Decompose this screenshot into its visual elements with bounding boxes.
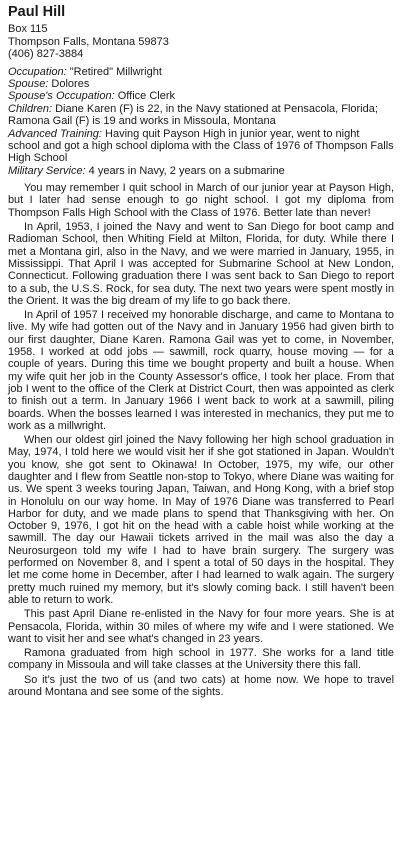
fact-value: 4 years in Navy, 2 years on a submarine: [85, 164, 285, 177]
fact-value: Office Clerk: [114, 90, 175, 103]
facts-block: [8, 66, 394, 178]
story-paragraph: Ramona graduated from high school in 1977. She works for a land title company in Missoula and will take classes at the University there this fall.: [8, 647, 394, 672]
story-paragraph: This past April Diane re-enlisted in the Navy for four more years. She is at Pensacola, Florida, within 30 miles of where my wife and I were stationed. We want to visit her and see what's changed in 23 years.: [8, 608, 394, 645]
story-paragraph: You may remember I quit school in March of our junior year at Payson High, but I later had sense enough to go night school. I got my diploma from Thompson Falls High School with the Class of 1976. Better late than never!: [8, 182, 394, 219]
fact-military-service: [8, 165, 394, 177]
fact-spouse-occupation: [8, 90, 394, 102]
fact-label: Military Service:: [8, 164, 86, 177]
fact-label: Spouse's Occupation:: [8, 90, 115, 103]
fact-value: Dolores: [48, 77, 90, 90]
story-paragraph: In April, 1953, I joined the Navy and went to San Diego for boot camp and Radioman School, then Whiting Field at Milton, Florida, for duty. While there I met a Montana girl, also in the Navy, and we were married in January, 1955, in Mississippi. That April I was accepted for Submarine School at New London, Connecticut. Following graduation there I was sent back to San Diego to report to a sub, the U.S.S. Rock, for sea duty. The next two years were spent mostly in the Orient. It was the big dream of my life to go back there.: [8, 221, 394, 307]
fact-label: Spouse:: [8, 77, 49, 90]
fact-advanced-training: [8, 128, 394, 165]
address-line-po-box: Box 115: [8, 23, 48, 35]
address-line-phone: (406) 827-3884: [8, 48, 84, 60]
story-paragraph: When our oldest girl joined the Navy following her high school graduation in May, 1974, I told here we would visit her if she got stationed in Japan. Wouldn't you know, she got sent to Okinawa! In October, 1975, my wife, our other daughter and I flew from Seattle non-stop to Tokyo, where Diane was waiting for us. We spent 3 weeks touring Japan, Taiwan, and Hong Kong, with a brief stop in Honolulu on our way home. In May of 1976 Diane was transferred to Pearl Harbor for duty, and we made plans to spend that Thanksgiving with her. On October 9, 1976, I got hit on the head with a cable hoist while working at the sawmill. The day our Hawaii tickets arrived in the mail was also the day a Neurosurgeon told my wife I had to have brain surgery. The surgery was performed on November 8, and I spent a total of 50 days in the hospital. They let me come home in December, after I had learned to walk again. The surgery pretty much ruined my memory, but it's slowly coming back. I still haven't been able to return to work.: [8, 434, 394, 606]
fact-value: Having quit Payson High in junior year, went to night school and got a high school diploma with the Class of 1976 of Thompson Falls High School: [8, 127, 394, 165]
fact-label: Occupation:: [8, 65, 67, 78]
fact-value: Diane Karen (F) is 22, in the Navy stationed at Pensacola, Florida; Ramona Gail (F) is 19 and works in Missoula, Montana: [8, 102, 378, 128]
fact-occupation: [8, 66, 394, 78]
fact-label: Children:: [8, 102, 53, 115]
story-paragraph: In April of 1957 I received my honorable discharge, and came to Montana to live. My wife had gotten out of the Navy and in January 1956 had given birth to our first daughter, Diane Karen. Ramona Gail was yet to come, in November, 1958. I worked at odd jobs — sawmill, rock quarry, house moving — for a couple of years. During this time we bought property and built a house. When my wife quit her job in the County Assessor's office, I took her place. From that job I went to the office of the Clerk at District Court, then was appointed as clerk to finish out a term. In January 1966 I went back to work at a sawmill, piling boards. When the bosses learned I was interested in mechanics, they put me to work as a millwright.: [8, 309, 394, 432]
fact-label: Advanced Training:: [8, 127, 102, 140]
fact-spouse: [8, 78, 394, 90]
story-paragraph: So it's just the two of us (and two cats) at home now. We hope to travel around Montana and see some of the sights.: [8, 673, 394, 699]
address-line-city: Thompson Falls, Montana 59873: [8, 35, 169, 48]
story-body: [8, 182, 394, 698]
fact-value: "Retired" Millwright: [66, 65, 162, 78]
fact-children: [8, 103, 394, 128]
person-name: Paul Hill: [8, 4, 66, 20]
